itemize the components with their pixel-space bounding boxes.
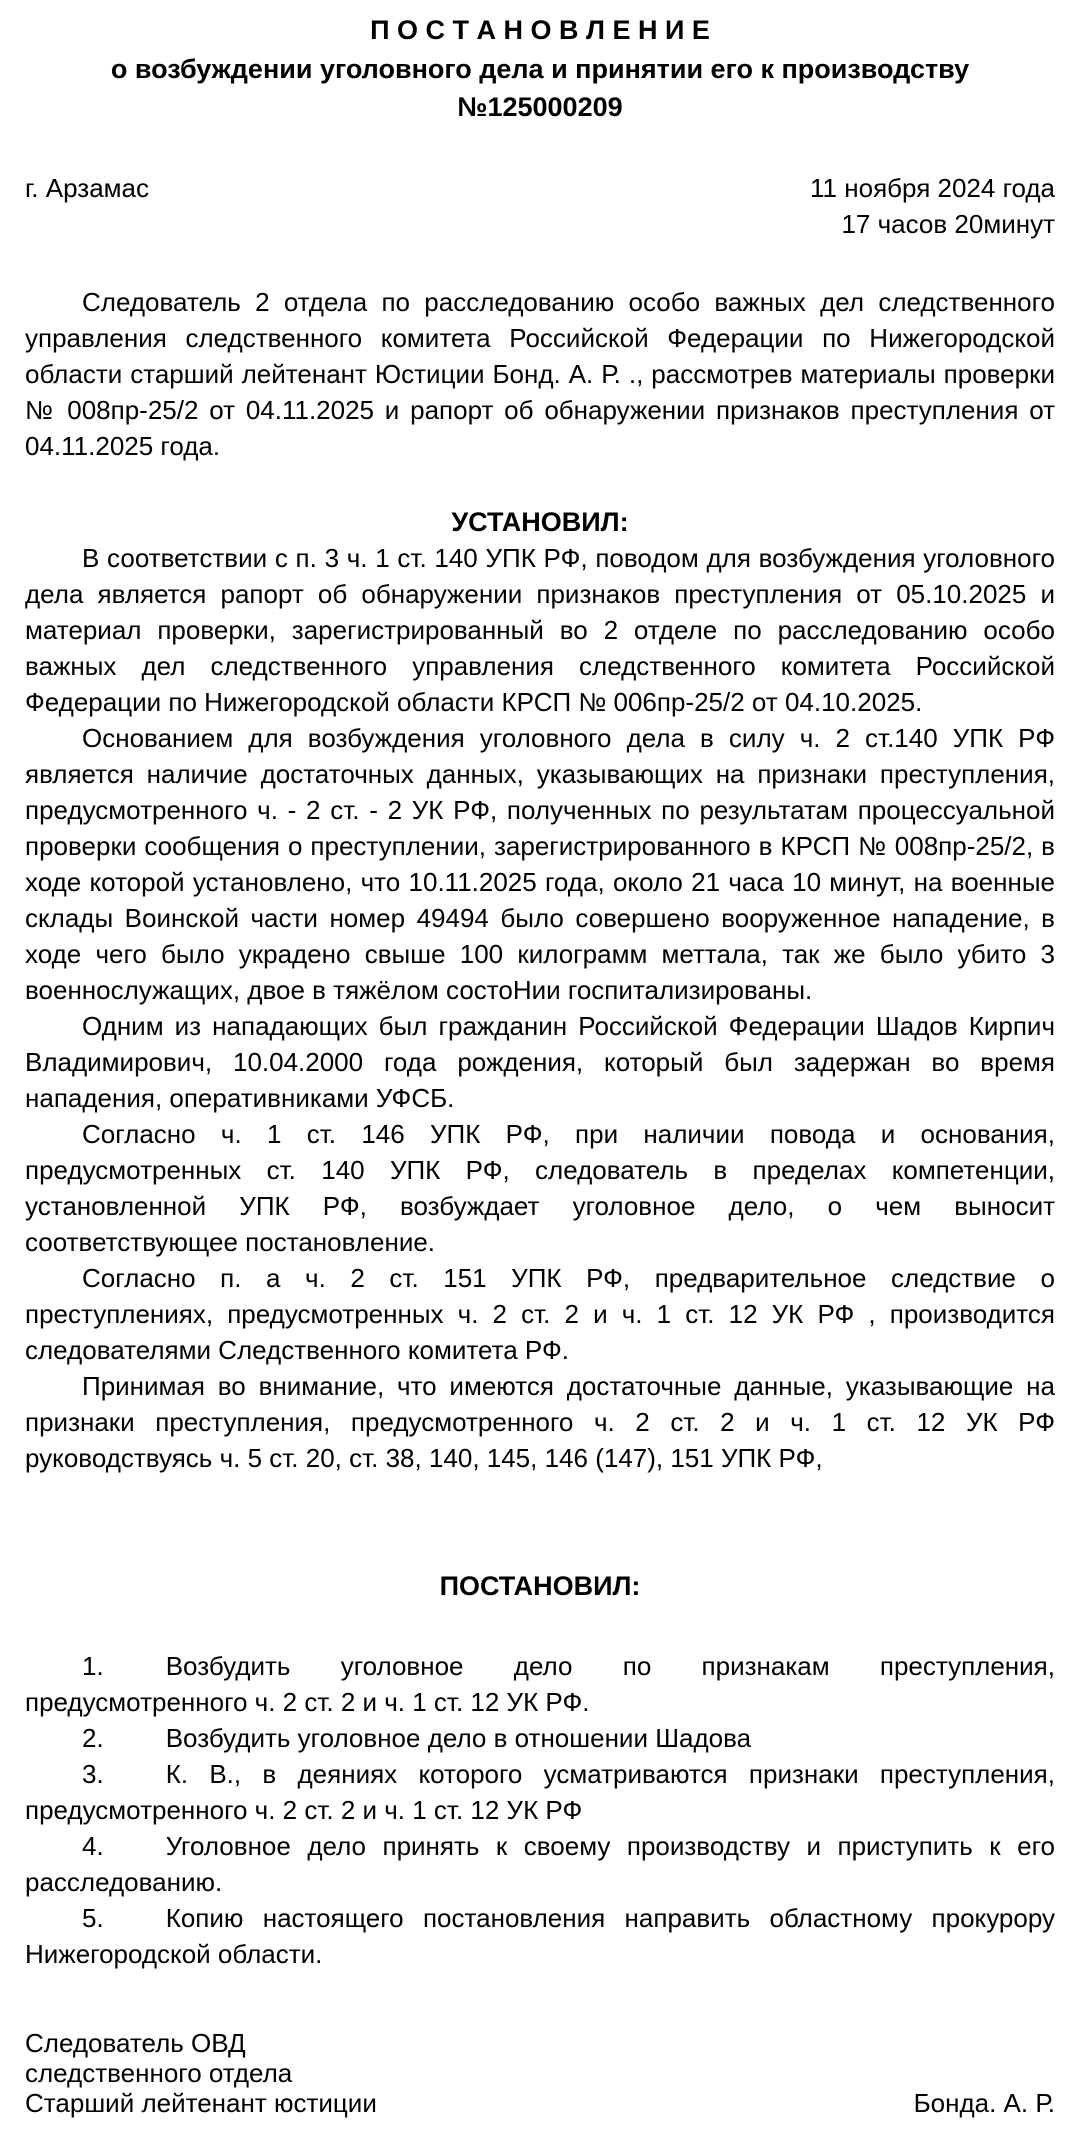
signature-block: [25, 2028, 1055, 2118]
resolution-item: [25, 1828, 1055, 1900]
paragraph: Одним из нападающих был гражданин Российской Федерации Шадов Кирпич Владимирович, 10.04.2000 года рождения, который был задержан во время нападения, оперативниками УФСБ.: [25, 1011, 1055, 1113]
resolution-item: [25, 1900, 1055, 1972]
date-time-block: [810, 170, 1055, 242]
paragraph: Согласно ч. 1 ст. 146 УПК РФ, при наличии повода и основания, предусмотренных ст. 140 УПК РФ, следователь в пределах компетенции, установленной УПК РФ, возбуждает уголовное дело, о чем выносит соответствующее постановление.: [25, 1119, 1055, 1257]
resolution-item: [25, 1756, 1055, 1828]
item-number: 5.: [82, 1903, 104, 1933]
item-number: 3.: [82, 1759, 104, 1789]
section-heading-ustanovil: УСТАНОВИЛ:: [451, 507, 629, 537]
document-header: [25, 10, 1055, 126]
resolution-item: [25, 1648, 1055, 1720]
item-text: Возбудить уголовное дело по признакам преступления, предусмотренного ч. 2 ст. 2 и ч. 1 ст. 12 УК РФ.: [25, 1651, 1055, 1717]
paragraph: В соответствии с п. 3 ч. 1 ст. 140 УПК РФ, поводом для возбуждения уголовного дела является рапорт об обнаружении признаков преступления от 05.10.2025 и материал проверки, зарегистрированный во 2 отделе по расследованию особо важных дел следственного управления следственного комитета Российской Федерации по Нижегородской области КРСП № 006пр-25/2 от 04.10.2025.: [25, 543, 1055, 717]
item-number: 4.: [82, 1831, 104, 1861]
item-text: Копию настоящего постановления направить областному прокурору Нижегородской области.: [25, 1903, 1055, 1969]
signature-name: Бонда. А. Р.: [913, 2088, 1055, 2118]
item-number: 2.: [82, 1723, 104, 1753]
date-label: 11 ноября 2024 года: [810, 173, 1055, 203]
signature-position-line1: Следователь ОВД: [25, 2028, 246, 2058]
document-body: [25, 284, 1055, 1972]
document-number: №125000209: [457, 92, 623, 122]
signature-row: [25, 2088, 1055, 2118]
paragraph: Согласно п. а ч. 2 ст. 151 УПК РФ, предварительное следствие о преступлениях, предусмотренных ч. 2 ст. 2 и ч. 1 ст. 12 УК РФ , производится следователями Следственного комитета РФ.: [25, 1263, 1055, 1365]
document-subtitle: о возбуждении уголовного дела и принятии его к производству: [110, 54, 970, 84]
paragraph: Основанием для возбуждения уголовного дела в силу ч. 2 ст.140 УПК РФ является наличие достаточных данных, указывающих на признаки преступления, предусмотренного ч. - 2 ст. - 2 УК РФ, полученных по результатам процессуальной проверки сообщения о преступлении, зарегистрированного в КРСП № 008пр-25/2, в ходе которой установлено, что 10.11.2025 года, около 21 часа 10 минут, на военные склады Воинской части номер 49494 было совершено вооруженное нападение, в ходе чего было украдено свыше 100 килограмм меттала, так же было убито 3 военнослужащих, двое в тяжёлом состоНии госпитализированы.: [25, 723, 1055, 1005]
document-title: П О С Т А Н О В Л Е Н И Е: [370, 15, 710, 45]
intro-paragraph: Следователь 2 отдела по расследованию особо важных дел следственного управления следственного комитета Российской Федерации по Нижегородской области старший лейтенант Юстиции Бонд. А. Р. ., рассмотрев материалы проверки № 008пр-25/2 от 04.11.2025 и рапорт об обнаружении признаков преступления от 04.11.2025 года.: [25, 287, 1055, 461]
signature-position-line3: Старший лейтенант юстиции: [25, 2088, 377, 2118]
resolution-item: [25, 1720, 1055, 1756]
item-text: К. В., в деяниях которого усматриваются признаки преступления, предусмотренного ч. 2 ст. 2 и ч. 1 ст. 12 УК РФ: [25, 1759, 1055, 1825]
item-number: 1.: [82, 1651, 104, 1681]
item-text: Уголовное дело принять к своему производству и приступить к его расследованию.: [25, 1831, 1055, 1897]
meta-row: [25, 170, 1055, 242]
paragraph: Принимая во внимание, что имеются достаточные данные, указывающие на признаки преступления, предусмотренного ч. 2 ст. 2 и ч. 1 ст. 12 УК РФ руководствуясь ч. 5 ст. 20, ст. 38, 140, 145, 146 (147), 151 УПК РФ,: [25, 1371, 1055, 1473]
time-label: 17 часов 20минут: [841, 209, 1055, 239]
signature-position-line2: следственного отдела: [25, 2058, 293, 2088]
item-text: Возбудить уголовное дело в отношении Шадова: [165, 1723, 752, 1753]
city-label: г. Арзамас: [25, 173, 149, 203]
section-heading-postanovil: ПОСТАНОВИЛ:: [439, 1571, 641, 1601]
